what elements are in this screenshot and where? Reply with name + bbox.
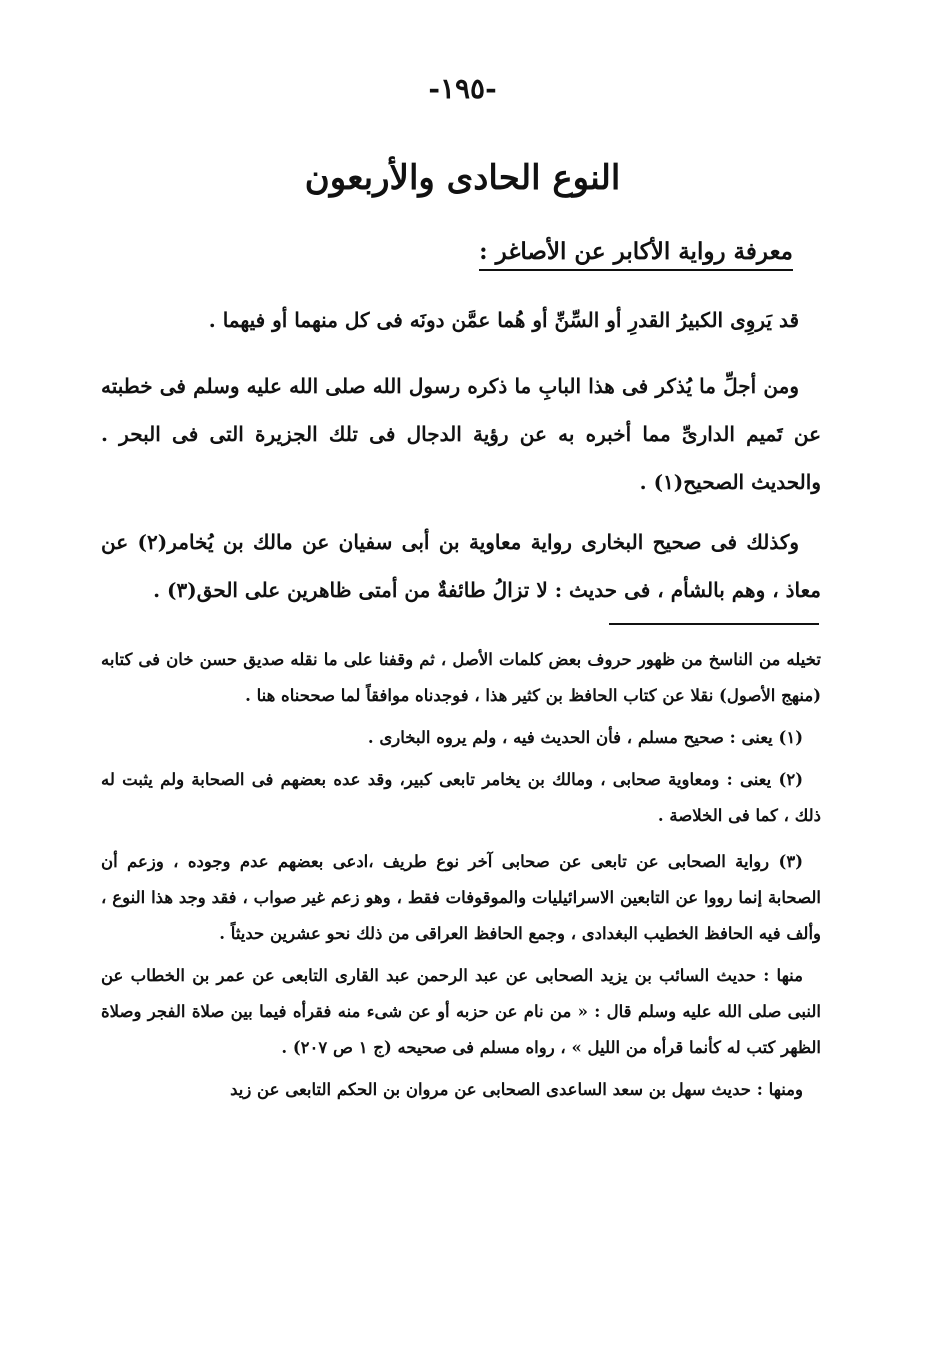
main-paragraph: [101, 362, 821, 506]
main-paragraph: [101, 518, 821, 614]
footnotes-section: [101, 642, 821, 1114]
footnote-divider: [609, 623, 819, 625]
main-paragraph: [101, 296, 821, 344]
footnote-2: (٢) يعنى : ومعاوية صحابى ، ومالك بن يخامر تابعى كبير، وقد عده بعضهم فى الصحابة ولم يثبت له ذلك ، كما فى الخلاصة .: [101, 770, 821, 825]
footnote-continuation: تخيله من الناسخ من ظهور حروف بعض كلمات الأصل ، ثم وقفنا على ما نقله صديق حسن خان فى كتابه (منهج الأصول) نقلا عن كتاب الحافظ بن كثير هذا ، فوجدناه موافقاً لما صححناه هنا .: [101, 650, 821, 705]
footnote-1: (١) يعنى : صحيح مسلم ، فأن الحديث فيه ، ولم يروه البخارى .: [367, 728, 803, 747]
page-number: -١٩٥-: [428, 72, 497, 105]
section-heading: معرفة رواية الأكابر عن الأصاغر :: [479, 238, 793, 271]
footnote-3: (٣) رواية الصحابى عن تابعى عن صحابى آخر نوع طريف ،ادعى بعضهم عدم وجوده ، وزعم أن الصحابة إنما رووا عن التابعين الاسرائيليات والموقوفات فقط ، وهو زعم غير صواب ، فقد وجد هذا النوع ، وألف فيه الحافظ الخطيب البغدادى ، وجمع الحافظ العراقى من ذلك نحو عشرين حديثاً .: [101, 852, 821, 943]
footnote-3-example-2: ومنها : حديث سهل بن سعد الساعدى الصحابى عن مروان بن الحكم التابعى عن زيد: [230, 1080, 803, 1099]
paragraph-text: وكذلك فى صحيح البخارى رواية معاوية بن أبى سفيان عن مالك بن يُخامر(٢) عن معاذ ، وهم بالشأم ، فى حديث : لا تزالُ طائفةٌ من أمتى ظاهرين على الحق(٣) .: [101, 530, 821, 602]
paragraph-text: ومن أجلِّ ما يُذكر فى هذا البابِ ما ذكره رسول الله صلى الله عليه وسلم فى خطبته عن تَميم الدارىِّ مما أخبره به عن رؤية الدجال فى تلك الجزيرة التى فى البحر . والحديث الصحيح(١) .: [101, 374, 821, 494]
footnote-3-example-1: منها : حديث السائب بن يزيد الصحابى عن عبد الرحمن عبد القارى التابعى عن عمر بن الخطاب عن النبى صلى الله عليه وسلم قال : « من نام عن حزبه أو عن شىء منه فقرأه فيما بين صلاة الفجر وصلاة الظهر كتب له كأنما قرأه من الليل » ، رواه مسلم فى صحيحه (ج ١ ص ٢٠٧) .: [101, 966, 821, 1057]
chapter-title: النوع الحادى والأربعون: [304, 158, 621, 198]
paragraph-text: قد يَروِى الكبيرُ القدرِ أو السِّنِّ أو هُما عمَّن دونَه فى كل منهما أو فيهما .: [208, 308, 799, 332]
